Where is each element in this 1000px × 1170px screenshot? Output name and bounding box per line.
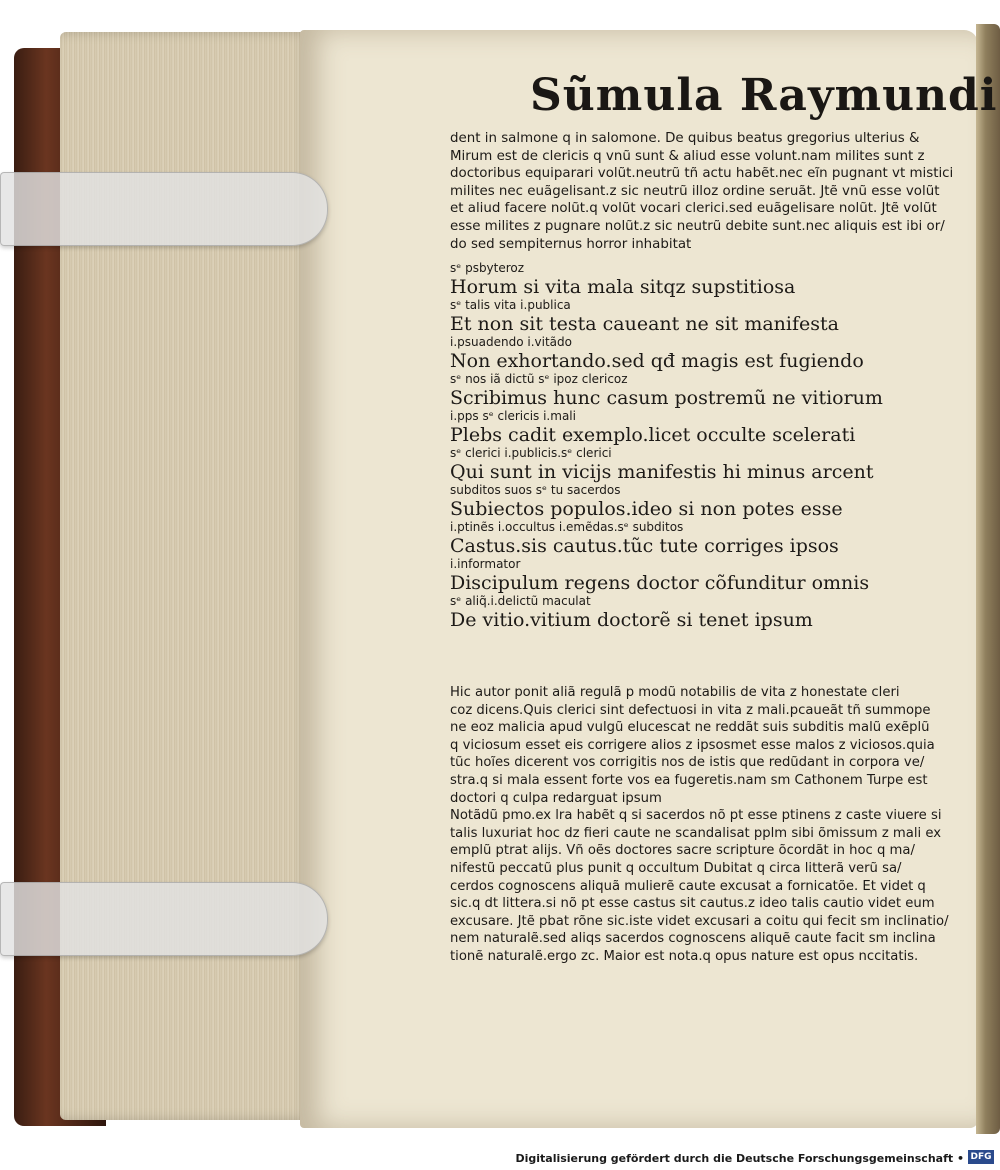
verse-line: Discipulum regens doctor cõfunditur omnis xyxy=(450,572,870,594)
verse-line: Plebs cadit exemplo.licet occulte scelerati xyxy=(450,424,856,446)
text-line: et aliud facere nolũt.q volũt vocari clerici.sed euãgelisare nolũt. Jtẽ volũt xyxy=(450,201,937,217)
text-line: doctoribus equiparari volũt.neutrũ tñ actu habẽt.nec eĩn pugnant vt mistici xyxy=(450,166,954,182)
text-line: sic.q dt littera.si nõ pt esse castus sit cautus.z ideo talis cautio videt eum xyxy=(450,896,935,912)
interlinear-gloss: i.psuadendo i.vitãdo xyxy=(450,335,572,349)
text-line: Notãdũ pmo.ex lra habẽt q si sacerdos nõ pt esse ptinens z caste viuere si xyxy=(450,808,942,824)
text-line: tionẽ naturalẽ.ergo zc. Maior est nota.q opus nature est opus nccitatis. xyxy=(450,948,919,964)
verse-block xyxy=(450,261,883,631)
verse-line: Et non sit testa caueant ne sit manifesta xyxy=(450,313,839,335)
verse-line: Castus.sis cautus.tũc tute corriges ipsos xyxy=(450,535,839,557)
text-line: ne eoz malicia apud vulgũ elucescat ne reddãt suis subditis malũ exẽplũ xyxy=(450,720,930,736)
page-holder-strap-top xyxy=(0,172,328,246)
interlinear-gloss: subditos suos sᵉ tu sacerdos xyxy=(450,483,621,497)
verse-line: De vitio.vitium doctorẽ si tenet ipsum xyxy=(450,609,813,631)
verse-line: Qui sunt in vicijs manifestis hi minus arcent xyxy=(450,461,874,483)
verse-line: Subiectos populos.ideo si non potes esse xyxy=(450,498,843,520)
text-line: nifestũ peccatũ plus punit q occultum Dubitat q circa litterã verũ sa/ xyxy=(450,860,902,876)
text-line: milites nec euãgelisant.z sic neutrũ illoz ordine seruãt. Jtẽ vnũ esse volũt xyxy=(450,183,940,199)
verse-line: Horum si vita mala sitqz supstitiosa xyxy=(450,276,796,298)
verse-line: Scribimus hunc casum postremũ ne vitiorum xyxy=(450,387,883,409)
text-line: doctori q culpa redarguat ipsum xyxy=(450,790,662,806)
text-line: excusare. Jtẽ pbat rõne sic.iste videt excusari a coitu qui fecit sm inclinatio/ xyxy=(450,913,949,929)
page-heading: Sũmula Raymundi xyxy=(530,70,998,121)
text-line: emplũ ptrat alijs. Vñ oẽs doctores sacre scripture õcordãt in hoc q ma/ xyxy=(450,843,915,859)
text-line: coz dicens.Quis clerici sint defectuosi in vita z mali.pcaueãt tñ summope xyxy=(450,702,931,718)
text-line: dent in salmone q in salomone. De quibus beatus gregorius ulterius & xyxy=(450,131,920,146)
interlinear-gloss: i.informator xyxy=(450,557,521,571)
text-line: Hic autor ponit aliã regulã p modũ notabilis de vita z honestate cleri xyxy=(450,685,900,700)
interlinear-gloss: sᵉ talis vita i.publica xyxy=(450,298,571,312)
text-line: esse milites z pugnare nolũt.z sic neutrũ debite sunt.nec aliquis est ibi or/ xyxy=(450,218,945,234)
prose-paragraph xyxy=(450,130,953,253)
interlinear-gloss: i.ptinẽs i.occultus i.emẽdas.sᵉ subditos xyxy=(450,520,684,534)
dfg-logo: DFG xyxy=(968,1150,994,1164)
text-line: tũc hoĩes dicerent vos corrigitis nos de istis que redũdant in corpora ve/ xyxy=(450,755,925,771)
interlinear-gloss: sᵉ psbyteroz xyxy=(450,261,525,275)
text-line: do sed sempiternus horror inhabitat xyxy=(450,236,692,252)
text-line: cerdos cognoscens aliquã mulierẽ caute excusat a fornicatõe. Et videt q xyxy=(450,878,926,894)
interlinear-gloss: i.pps sᵉ clericis i.mali xyxy=(450,409,576,423)
text-line: Mirum est de clericis q vnũ sunt & aliud esse volunt.nam milites sunt z xyxy=(450,148,925,164)
commentary-block xyxy=(450,684,949,966)
text-line: stra.q si mala essent forte vos ea fugeretis.nam sm Cathonem Turpe est xyxy=(450,772,928,788)
interlinear-gloss: sᵉ clerici i.publicis.sᵉ clerici xyxy=(450,446,612,460)
text-line: q viciosum esset eis corrigere alios z ipsosmet esse malos z viciosos.quia xyxy=(450,737,935,753)
digitization-credit: Digitalisierung gefördert durch die Deutsche Forschungsgemeinschaft • xyxy=(515,1152,964,1165)
interlinear-gloss: sᵉ nos iã dictũ sᵉ ipoz clericoz xyxy=(450,372,628,386)
verse-line: Non exhortando.sed qđ magis est fugiendo xyxy=(450,350,864,372)
page-holder-strap-bottom xyxy=(0,882,328,956)
facing-page-rim xyxy=(976,24,1000,1134)
text-line: talis luxuriat hoc dz fieri caute ne scandalisat pplm sibi õmissum z mali ex xyxy=(450,825,942,841)
interlinear-gloss: sᵉ aliq̃.i.delictũ maculat xyxy=(450,594,591,608)
text-line: nem naturalẽ.sed aliqs sacerdos cognoscens aliquẽ caute facit sm inclina xyxy=(450,931,936,947)
